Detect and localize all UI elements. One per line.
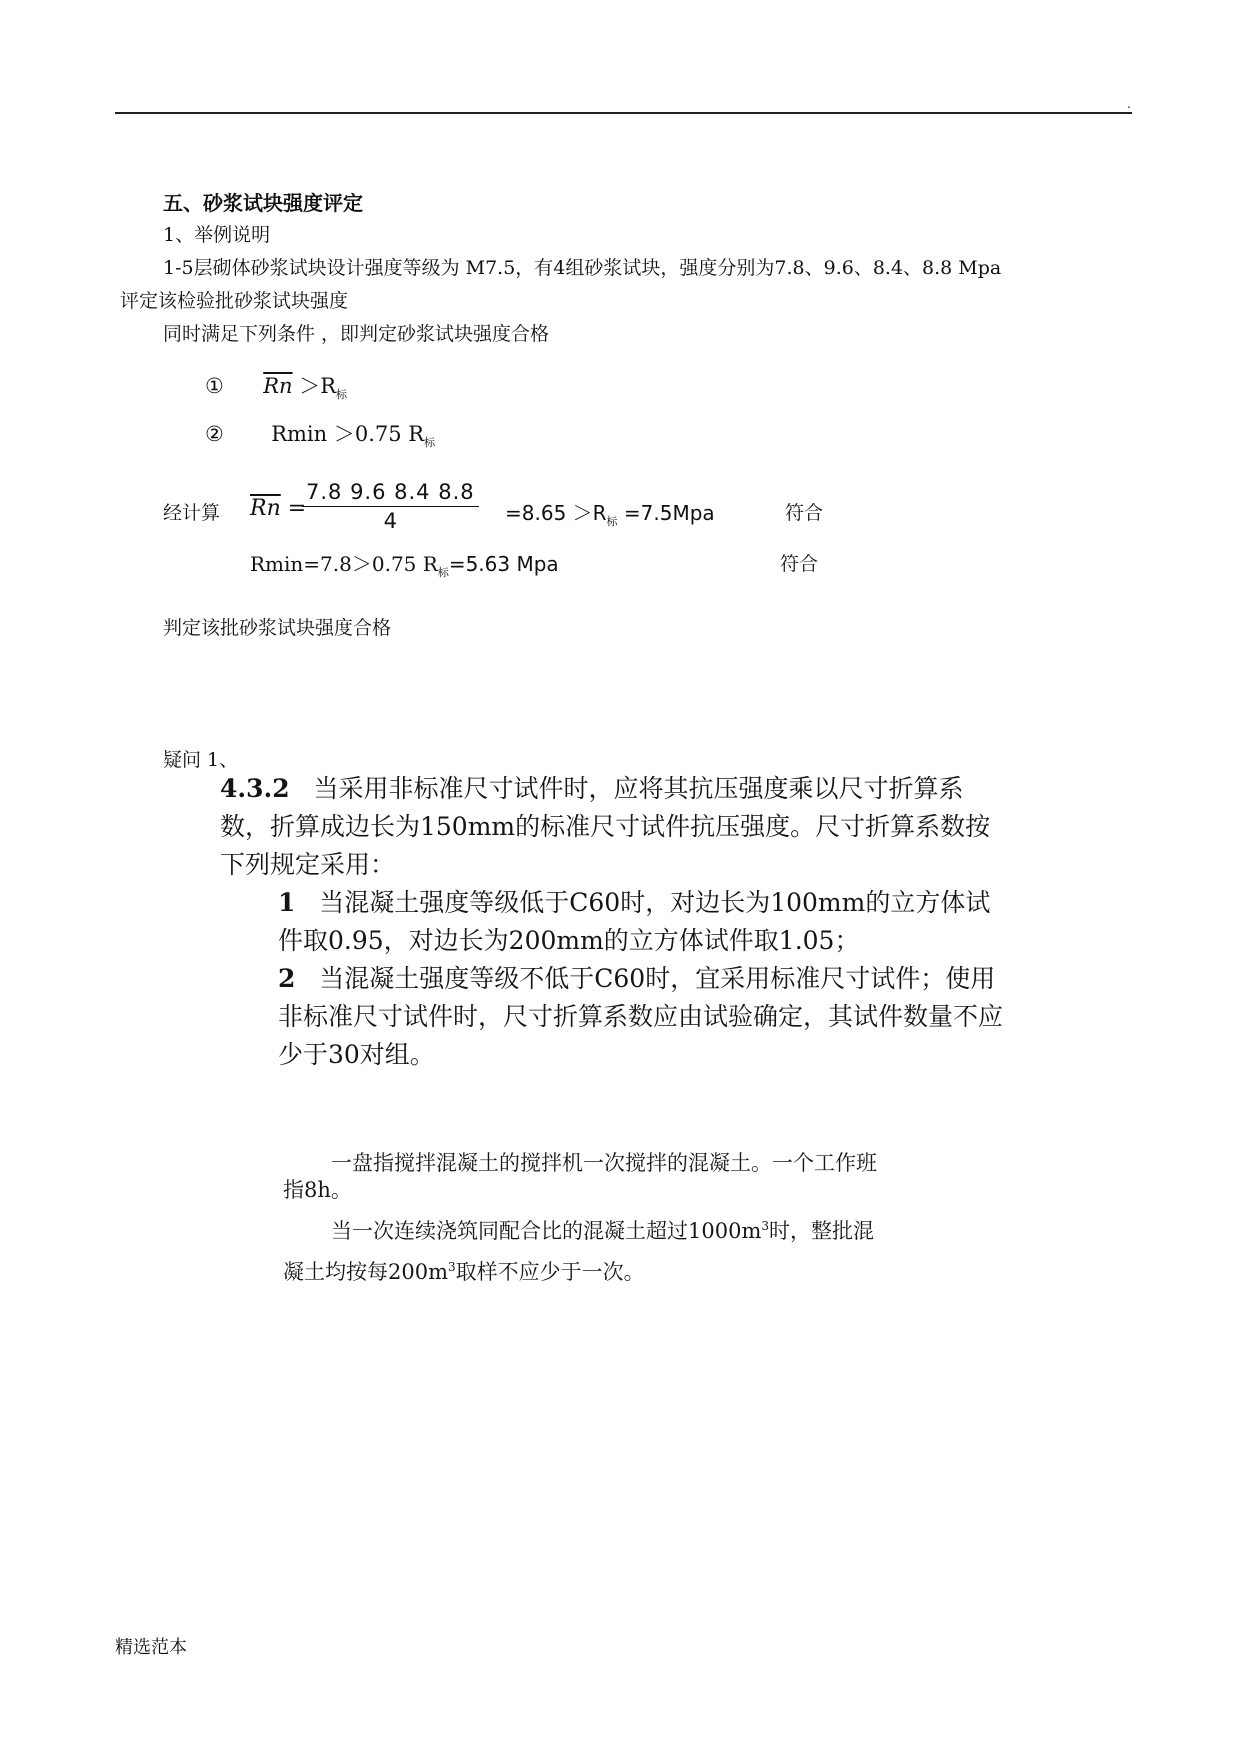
condition-1-lhs: $\overline{Rn}$: [263, 374, 293, 398]
excerpt-2-p2-sup: 3: [761, 1219, 769, 1233]
question-label: 疑问 1、: [163, 749, 239, 771]
header-rule: [115, 112, 1132, 114]
excerpt-2-paragraph-3: [283, 1249, 963, 1290]
calc-fraction: [302, 480, 479, 533]
excerpt-2-paragraph-2: [283, 1208, 963, 1249]
calc-verdict-2: 符合: [780, 553, 819, 575]
example-label: 1、举例说明: [163, 224, 271, 246]
calc-verdict-1: 符合: [785, 502, 824, 524]
excerpt-1-item-1: [220, 884, 1010, 960]
calc-denominator: 4: [383, 509, 397, 533]
excerpt-1-clause: 4.3.2: [220, 774, 290, 803]
excerpt-1-item-2-text: 当混凝土强度等级不低于C60时，宜采用标准尺寸试件；使用非标准尺寸试件时，尺寸折算系数应由试验确定，其试件数量不应少于30对组。: [278, 964, 1004, 1069]
standard-excerpt-2: [283, 1152, 963, 1290]
calc-line-2-sub: 标: [437, 566, 449, 579]
condition-1-op: ＞R: [299, 374, 337, 398]
calc-result-tail: =7.5Mpa: [623, 501, 715, 525]
excerpt-1-item-2-num: 2: [278, 964, 296, 993]
footer-text: 精选范本: [115, 1637, 187, 1658]
conclusion: 判定该批砂浆试块强度合格: [163, 617, 392, 639]
calc-result-value: =8.65 ＞R: [505, 501, 607, 525]
condition-2-op: ＞0.75 R: [333, 422, 425, 446]
excerpt-2-p2-b: 时，整批混: [769, 1219, 874, 1243]
conditions-intro: 同时满足下列条件 ，即判定砂浆试块强度合格: [163, 323, 550, 345]
excerpt-2-p3-a: 凝土均按每200m: [283, 1260, 448, 1284]
calc-lhs: $\overline{Rn}$: [250, 496, 281, 521]
condition-2-sub: 标: [424, 436, 436, 449]
excerpt-1-text: 当采用非标准尺寸试件时，应将其抗压强度乘以尺寸折算系数，折算成边长为150mm的标准尺寸试件抗压强度。尺寸折算系数按下列规定采用：: [220, 774, 991, 879]
calc-eq: =: [287, 496, 307, 521]
excerpt-1-item-1-num: 1: [278, 888, 296, 917]
excerpt-2-p3-sup: 3: [448, 1260, 456, 1274]
standard-excerpt-1: [220, 770, 1010, 1074]
section-title: 五、砂浆试块强度评定: [163, 191, 363, 215]
excerpt-2-p2-a: 当一次连续浇筑同配合比的混凝土超过1000m: [331, 1219, 762, 1243]
excerpt-1-item-1-text: 当混凝土强度等级低于C60时，对边长为100mm的立方体试件取0.95，对边长为200mm的立方体试件取1.05；: [278, 888, 991, 955]
excerpt-2-p3-b: 取样不应少于一次。: [455, 1260, 645, 1284]
excerpt-1-item-2: [220, 960, 1010, 1074]
calc-label: 经计算: [163, 502, 221, 524]
condition-2-lhs: Rmin: [271, 422, 328, 446]
calc-result-sub: 标: [606, 515, 618, 528]
condition-1: [205, 370, 347, 400]
problem-line-2: 评定该检验批砂浆试块强度: [120, 290, 349, 312]
calc-result: [505, 497, 715, 526]
header-dot: .: [1127, 97, 1131, 111]
problem-line-1: 1-5层砌体砂浆试块设计强度等级为 M7.5，有4组砂浆试块，强度分别为7.8、9.6、8.4、8.8 Mpa: [163, 257, 1002, 279]
condition-1-marker: ①: [205, 374, 224, 398]
calc-numerator: 7.8 9.6 8.4 8.8: [302, 480, 479, 507]
calc-line-2-b: =5.63 Mpa: [448, 552, 559, 576]
excerpt-1-paragraph: [220, 770, 1010, 884]
condition-1-sub: 标: [336, 388, 348, 401]
calc-line-2-a: Rmin=7.8＞0.75 R: [250, 552, 438, 576]
excerpt-2-cut-line: 一盘指搅拌混凝土的搅拌机一次搅拌的混凝土。一个工作班: [331, 1151, 877, 1172]
calc-lhs-group: [250, 496, 306, 521]
calc-line-2: [250, 548, 559, 577]
condition-2-marker: ②: [205, 422, 224, 446]
excerpt-2-line-2: 指8h。: [283, 1178, 352, 1202]
condition-2: [205, 418, 435, 448]
